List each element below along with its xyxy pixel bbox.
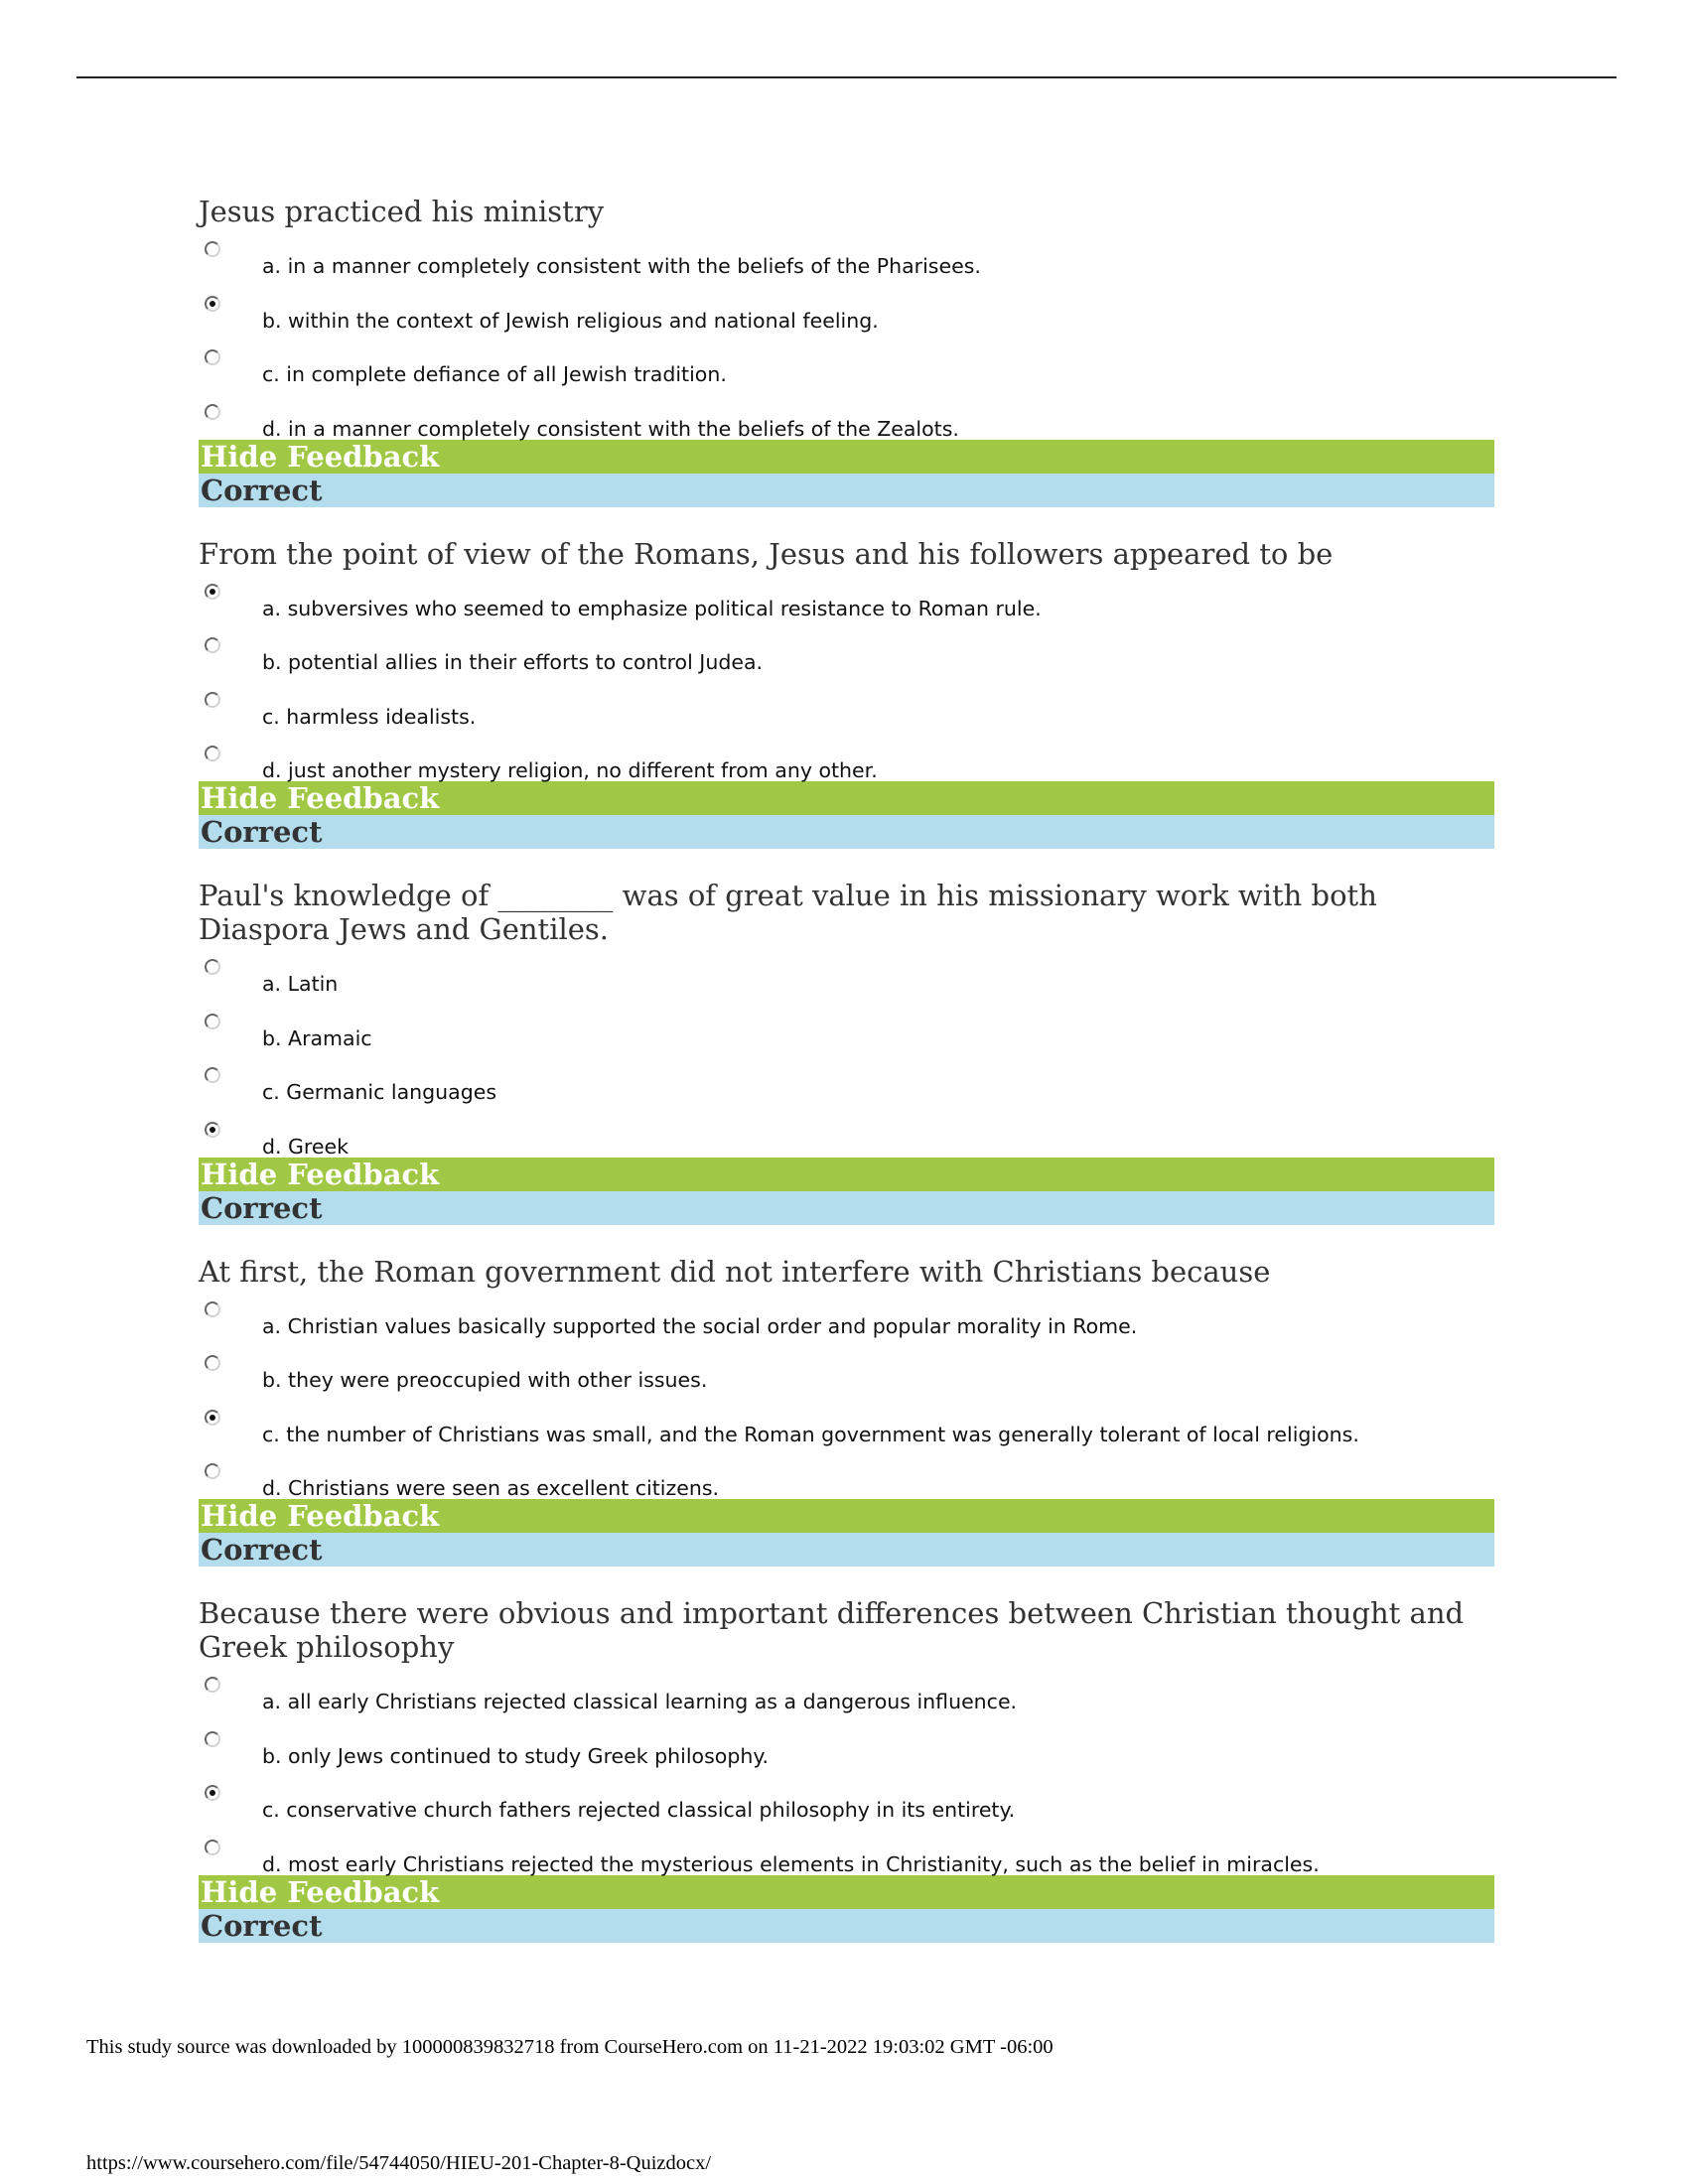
radio-button-icon[interactable] xyxy=(205,1410,220,1426)
radio-button-icon[interactable] xyxy=(205,404,220,420)
feedback-result: Correct xyxy=(199,1533,1494,1567)
radio-button-icon[interactable] xyxy=(205,1301,220,1317)
option-b[interactable] xyxy=(199,1731,1494,1786)
option-label: c. harmless idealists. xyxy=(262,704,477,729)
hide-feedback-toggle[interactable]: Hide Feedback xyxy=(199,1875,1494,1909)
radio-button-icon[interactable] xyxy=(205,1014,220,1029)
radio-button-icon[interactable] xyxy=(205,584,220,600)
hide-feedback-toggle[interactable]: Hide Feedback xyxy=(199,1499,1494,1533)
download-source-notice: This study source was downloaded by 100000839832718 from CourseHero.com on 11-21-2022 19:03:02 GMT -06:00 xyxy=(86,2036,1054,2058)
option-a[interactable] xyxy=(199,1677,1494,1731)
option-label: a. subversives who seemed to emphasize political resistance to Roman rule. xyxy=(262,596,1042,620)
radio-button-icon[interactable] xyxy=(205,746,220,761)
option-label: b. they were preoccupied with other issues. xyxy=(262,1368,708,1392)
option-d[interactable] xyxy=(199,1122,1494,1158)
option-b[interactable] xyxy=(199,296,1494,350)
answer-options xyxy=(199,584,1494,782)
option-label: a. all early Christians rejected classical learning as a dangerous influence. xyxy=(262,1690,1018,1713)
answer-options xyxy=(199,959,1494,1158)
question-text: At first, the Roman government did not interfere with Christians because xyxy=(199,1254,1271,1289)
radio-button-icon[interactable] xyxy=(205,1122,220,1138)
option-label: b. within the context of Jewish religious and national feeling. xyxy=(262,308,879,333)
radio-button-icon[interactable] xyxy=(205,1840,220,1855)
answer-options xyxy=(199,1677,1494,1875)
question-text: Jesus practiced his ministry xyxy=(199,195,605,228)
question-2 xyxy=(199,537,1494,850)
option-label: c. the number of Christians was small, and the Roman government was generally tolerant of local religions. xyxy=(262,1422,1359,1446)
radio-button-icon[interactable] xyxy=(205,349,220,365)
option-label: a. Christian values basically supported the social order and popular morality in Rome. xyxy=(262,1313,1138,1338)
option-c[interactable] xyxy=(199,1410,1494,1464)
option-label: d. in a manner completely consistent with the beliefs of the Zealots. xyxy=(262,416,959,441)
quiz-container xyxy=(199,195,1494,1973)
question-text: From the point of view of the Romans, Jesus and his followers appeared to be xyxy=(199,536,1334,571)
feedback-result: Correct xyxy=(199,474,1494,507)
question-text: Paul's knowledge of ________ was of great value in his missionary work with both Diaspora Jews and Gentiles. xyxy=(199,879,1377,946)
radio-button-icon[interactable] xyxy=(205,1355,220,1371)
option-label: b. Aramaic xyxy=(262,1025,372,1050)
feedback-result: Correct xyxy=(199,1191,1494,1225)
hide-feedback-toggle[interactable]: Hide Feedback xyxy=(199,440,1494,474)
feedback-result: Correct xyxy=(199,815,1494,849)
option-label: a. in a manner completely consistent with the beliefs of the Pharisees. xyxy=(262,254,981,278)
radio-button-icon[interactable] xyxy=(205,1067,220,1083)
option-d[interactable] xyxy=(199,404,1494,440)
option-label: c. conservative church fathers rejected classical philosophy in its entirety. xyxy=(262,1798,1016,1822)
option-a[interactable] xyxy=(199,584,1494,638)
radio-button-icon[interactable] xyxy=(205,692,220,708)
question-text: Because there were obvious and important differences between Christian thought and Greek philosophy xyxy=(199,1596,1465,1664)
option-d[interactable] xyxy=(199,1463,1494,1499)
option-label: d. Christians were seen as excellent citizens. xyxy=(262,1476,720,1500)
option-label: c. in complete defiance of all Jewish tradition. xyxy=(262,362,727,386)
option-label: c. Germanic languages xyxy=(262,1080,497,1104)
option-label: d. most early Christians rejected the mysterious elements in Christianity, such as the belief in miracles. xyxy=(262,1851,1320,1876)
option-a[interactable] xyxy=(199,241,1494,296)
option-b[interactable] xyxy=(199,1014,1494,1068)
hide-feedback-toggle[interactable]: Hide Feedback xyxy=(199,781,1494,815)
option-label: a. Latin xyxy=(262,972,339,996)
option-a[interactable] xyxy=(199,1301,1494,1356)
feedback-result: Correct xyxy=(199,1909,1494,1943)
option-d[interactable] xyxy=(199,746,1494,781)
radio-button-icon[interactable] xyxy=(205,296,220,312)
question-4 xyxy=(199,1255,1494,1568)
question-5 xyxy=(199,1596,1494,1943)
radio-button-icon[interactable] xyxy=(205,1463,220,1479)
answer-options xyxy=(199,241,1494,440)
option-label: b. potential allies in their efforts to control Judea. xyxy=(262,650,764,674)
option-b[interactable] xyxy=(199,637,1494,692)
option-d[interactable] xyxy=(199,1840,1494,1875)
answer-options xyxy=(199,1301,1494,1500)
source-url[interactable]: https://www.coursehero.com/file/54744050/HIEU-201-Chapter-8-Quizdocx/ xyxy=(86,2152,712,2174)
hide-feedback-toggle[interactable]: Hide Feedback xyxy=(199,1158,1494,1191)
option-c[interactable] xyxy=(199,1785,1494,1840)
option-a[interactable] xyxy=(199,959,1494,1014)
question-1 xyxy=(199,195,1494,507)
radio-button-icon[interactable] xyxy=(205,1731,220,1747)
option-b[interactable] xyxy=(199,1355,1494,1410)
option-c[interactable] xyxy=(199,349,1494,404)
radio-button-icon[interactable] xyxy=(205,959,220,975)
option-c[interactable] xyxy=(199,1067,1494,1122)
option-label: d. just another mystery religion, no different from any other. xyxy=(262,758,878,782)
question-3 xyxy=(199,879,1494,1225)
radio-button-icon[interactable] xyxy=(205,1677,220,1693)
radio-button-icon[interactable] xyxy=(205,1785,220,1801)
option-label: d. Greek xyxy=(262,1134,350,1159)
radio-button-icon[interactable] xyxy=(205,637,220,653)
option-label: b. only Jews continued to study Greek philosophy. xyxy=(262,1743,770,1768)
top-divider xyxy=(76,76,1617,78)
option-c[interactable] xyxy=(199,692,1494,747)
radio-button-icon[interactable] xyxy=(205,241,220,257)
